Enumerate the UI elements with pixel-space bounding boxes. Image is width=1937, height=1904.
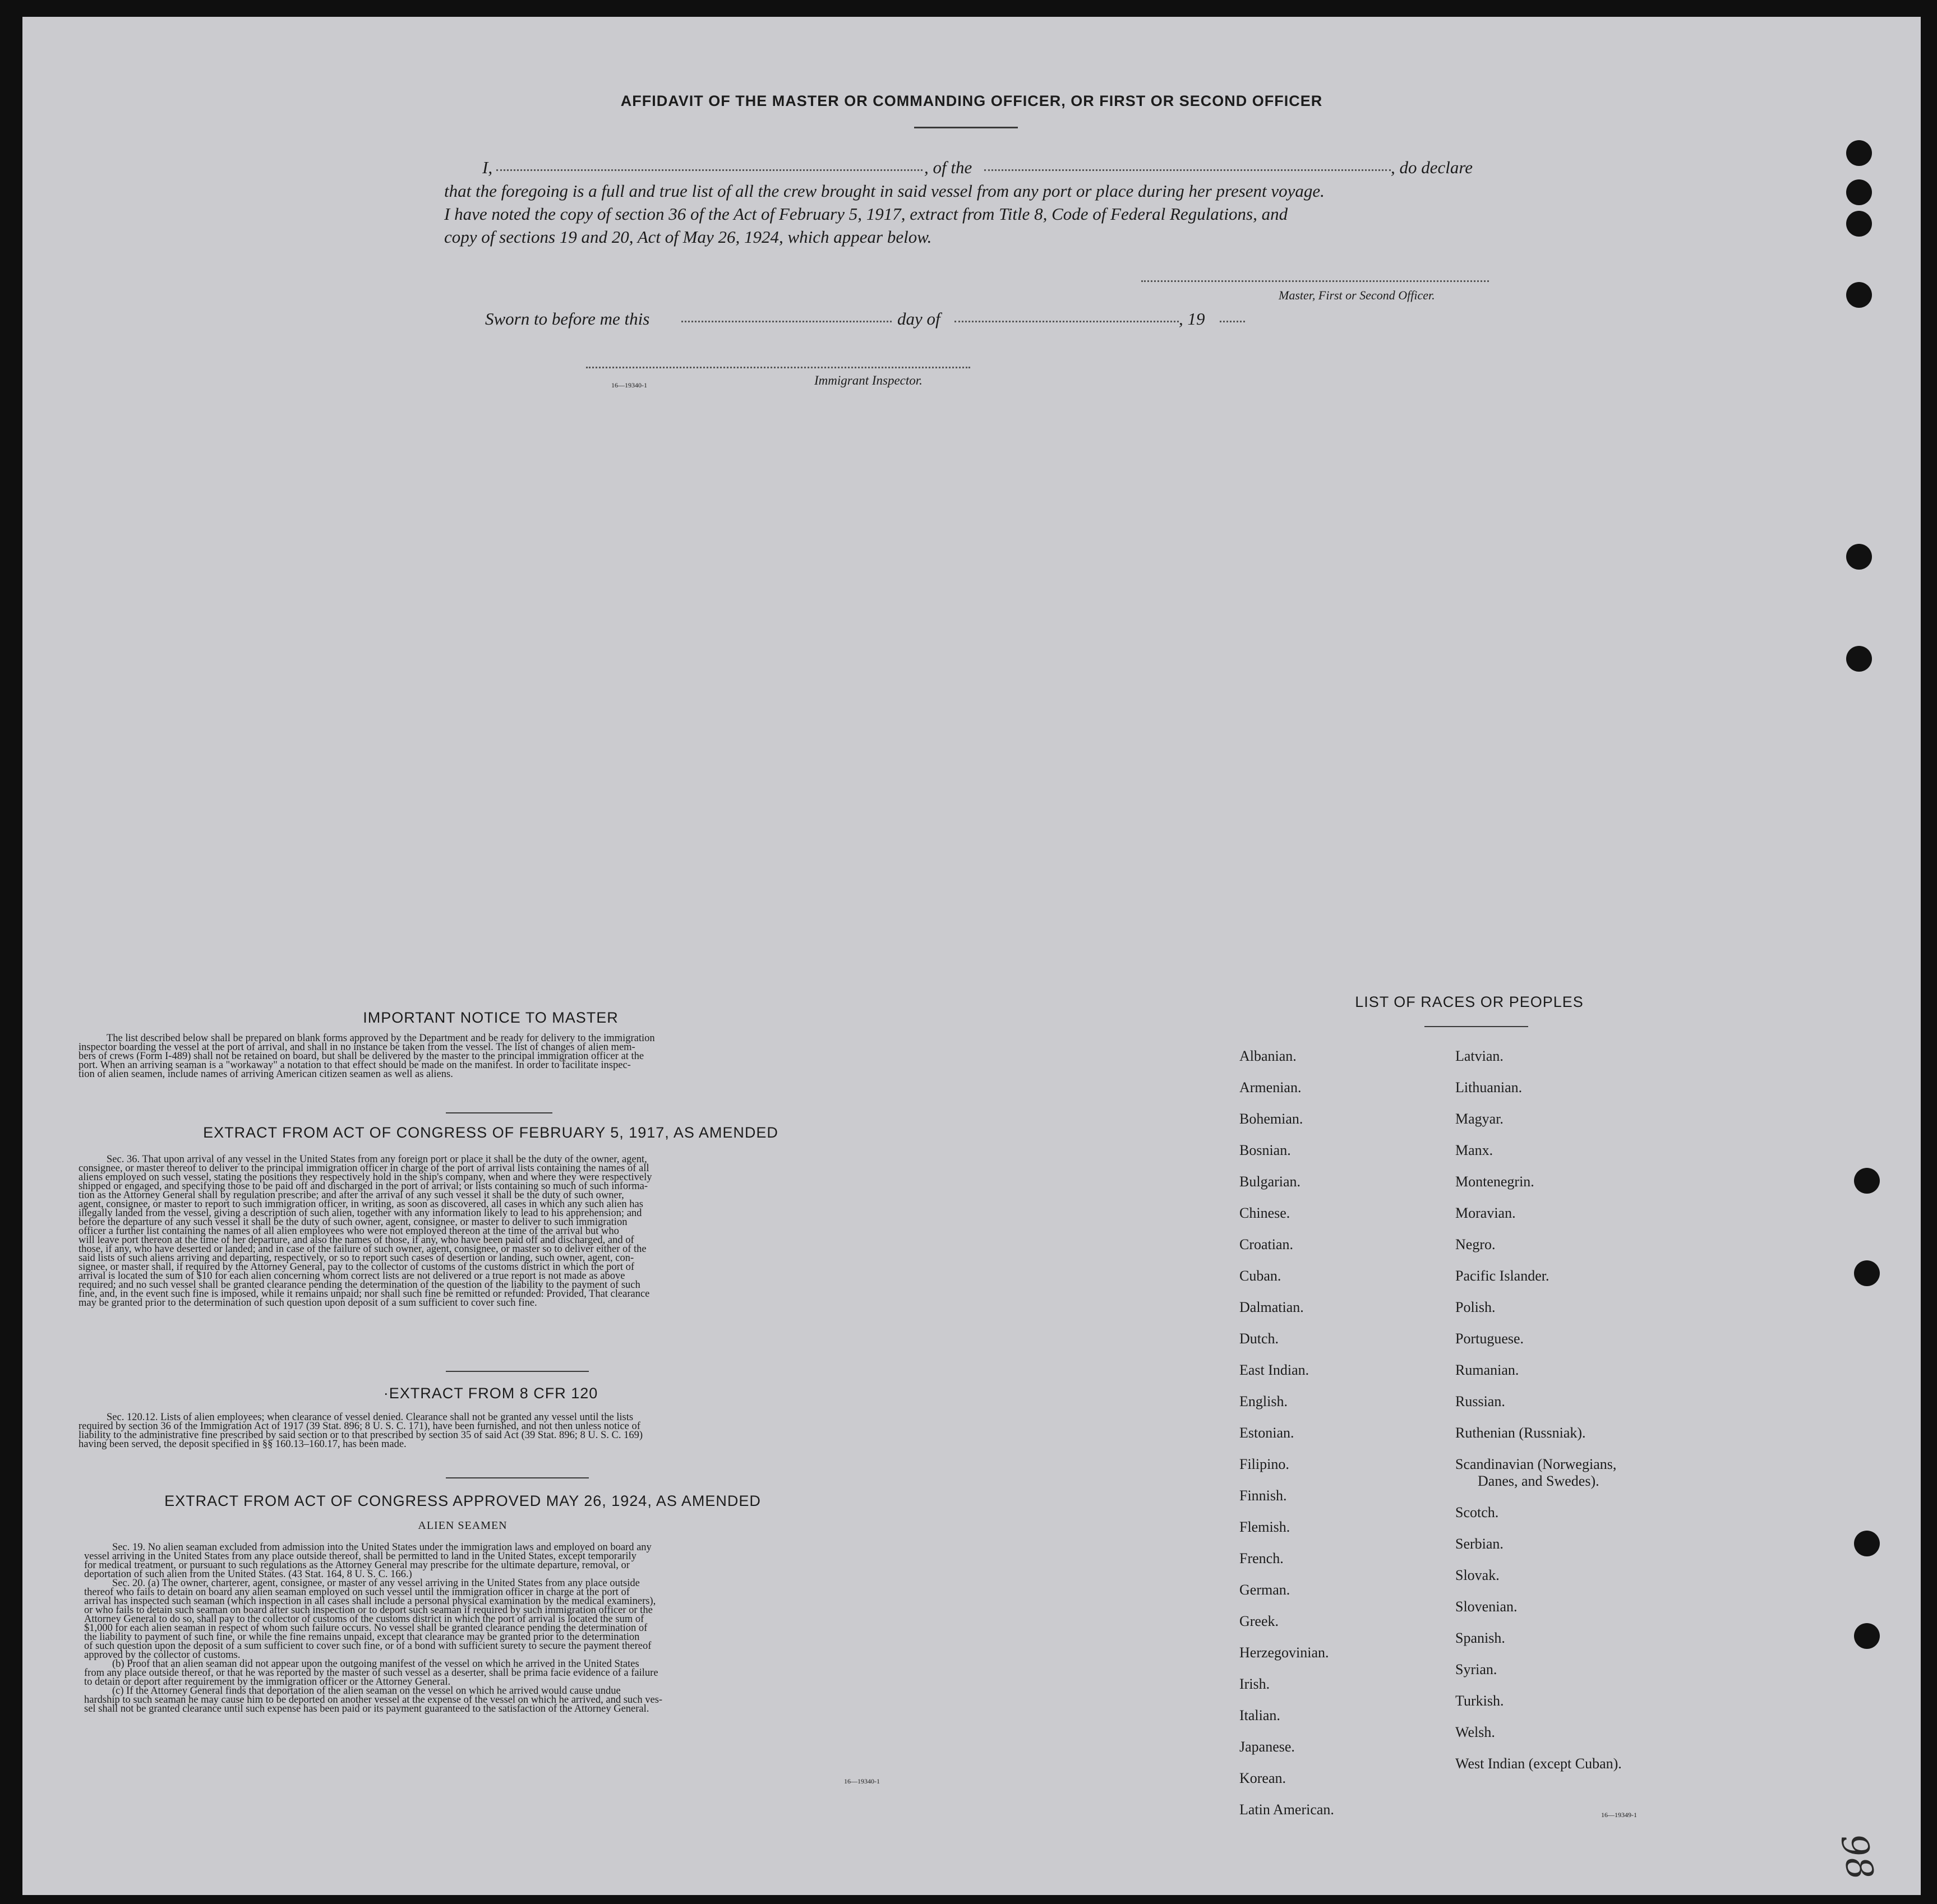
races-title: LIST OF RACES OR PEOPLES — [1355, 993, 1584, 1010]
punch-hole — [1846, 179, 1872, 205]
race-item: Slovenian. — [1455, 1598, 1518, 1615]
section-divider — [446, 1371, 589, 1372]
extract-1924-body — [84, 1543, 908, 1713]
punch-hole — [1854, 1260, 1880, 1286]
race-item: Filipino. — [1239, 1456, 1289, 1472]
notice-line: inspector boarding the vessel at the port of arrival, and shall in no instance be taken from the vessel. The list of changes of alien mem- — [79, 1042, 635, 1053]
extract-1917-line: those, if any, who have deserted or landed; and in case of the failure of such owner, agent, consignee, or master so to deliver either of the — [79, 1244, 647, 1255]
race-item: Lithuanian. — [1455, 1079, 1523, 1096]
notice-title: IMPORTANT NOTICE TO MASTER — [363, 1009, 619, 1026]
race-item: Finnish. — [1239, 1487, 1287, 1504]
extract-1924-subtitle: ALIEN SEAMEN — [418, 1519, 508, 1532]
extract-1924-line: hardship to such seaman he may cause him to be deported on another vessel at the expense of the vessel on which he arrived, and such ves- — [84, 1694, 663, 1706]
race-item: Dutch. — [1239, 1330, 1279, 1347]
punch-hole — [1854, 1531, 1880, 1556]
extract-1917-line: said lists of such aliens arriving and departing, respectively, or so to report such cases of desertion or landing, such owner, agent, con- — [79, 1253, 634, 1264]
extract-1917-line: aliens employed on such vessel, stating the positions they respectively hold in the ship's company, when and where they were respectively — [79, 1172, 652, 1183]
race-item: Irish. — [1239, 1676, 1270, 1692]
race-item: Croatian. — [1239, 1236, 1294, 1253]
extract-1924-line: Attorney General to do so, shall pay to the collector of customs of the customs district in which the port of arrival is located the sum of — [84, 1614, 644, 1625]
form-page — [22, 17, 1921, 1895]
punch-hole — [1854, 1623, 1880, 1649]
race-item: Magyar. — [1455, 1111, 1504, 1127]
extract-1924-line: $1,000 for each alien seaman in respect of whom such failure occurs. No vessel shall be granted clearance pending the determination of — [84, 1623, 648, 1634]
declaration-line-1a: I, — [482, 158, 493, 177]
extract-1917-line: will leave port thereon at the time of her departure, and also the names of those, if any, who have been paid off and discharged, and of — [79, 1235, 634, 1246]
race-item: Welsh. — [1455, 1724, 1495, 1740]
race-item: Flemish. — [1239, 1519, 1290, 1535]
extract-1924-line: (b) Proof that an alien seaman did not appear upon the outgoing manifest of the vessel on which he arrived in the United States — [112, 1658, 639, 1670]
extract-1917-body — [79, 1155, 903, 1307]
sworn-day-field[interactable] — [681, 321, 892, 322]
race-item: Montenegrin. — [1455, 1173, 1534, 1190]
extract-cfr-line: having been served, the deposit specified in §§ 160.13–160.17, has been made. — [79, 1439, 407, 1450]
extract-1917-line: may be granted prior to the determination of such question upon deposit of a sum sufficient to cover such fine. — [79, 1297, 537, 1309]
extract-cfr-line: liability to the administrative fine prescribed by said section or to that prescribed by section 35 of said Act (39 Stat. 896; 8 U. S. C. 169) — [79, 1430, 643, 1441]
race-item: Latvian. — [1455, 1048, 1504, 1064]
race-item: Serbian. — [1455, 1536, 1504, 1552]
declaration-line-4: copy of sections 19 and 20, Act of May 26, 1924, which appear below. — [444, 227, 932, 247]
races-underline — [1424, 1026, 1528, 1027]
vessel-field[interactable] — [984, 169, 1391, 171]
title-underline — [914, 127, 1018, 128]
race-item: Estonian. — [1239, 1425, 1294, 1441]
punch-hole — [1846, 140, 1872, 166]
punch-hole — [1854, 1168, 1880, 1194]
extract-1924-line: for medical treatment, or pursuant to such regulations as the Attorney General may prescribe for the ultimate departure, removal, or — [84, 1560, 630, 1571]
races-left-column — [1239, 1041, 1334, 1826]
extract-1917-line: consignee, or master thereof to deliver to the principal immigration officer in charge of the port of arrival lists containing the names of all — [79, 1163, 649, 1174]
race-item: Turkish. — [1455, 1693, 1504, 1709]
extract-1924-line: from any place outside thereof, or that he was reported by the master of such vessel as a deserter, shall be prima facie evidence of a failure — [84, 1667, 658, 1679]
notice-line: tion of alien seamen, include names of arriving American citizen seamen as well as aliens. — [79, 1069, 453, 1080]
race-item: East Indian. — [1239, 1362, 1309, 1378]
extract-1924-line: Sec. 19. No alien seaman excluded from admission into the United States under the immigration laws and employed on board any — [112, 1542, 652, 1553]
section-divider — [446, 1477, 589, 1478]
race-item: Danes, and Swedes). — [1478, 1473, 1599, 1489]
declaration-line-1c: , do declare — [1391, 158, 1473, 177]
extract-1924-line: arrival has inspected such seaman (which inspection in all cases shall include a personal physical examination by the medical examiners), — [84, 1596, 656, 1607]
races-form-number: 16—19349-1 — [1601, 1811, 1637, 1819]
name-field[interactable] — [496, 169, 923, 171]
sworn-text-c: , 19 — [1179, 309, 1205, 329]
extract-1924-title: EXTRACT FROM ACT OF CONGRESS APPROVED MAY 26, 1924, AS AMENDED — [164, 1492, 761, 1509]
race-item: Chinese. — [1239, 1205, 1290, 1221]
extract-1917-line: illegally landed from the vessel, giving a description of such alien, together with any information likely to lead to his apprehension; and — [79, 1208, 642, 1219]
extract-1917-line: shipped or engaged, and specifying those to be paid off and discharged in the port of arrival; or lists containing so much of such informa- — [79, 1181, 648, 1192]
race-item: Portuguese. — [1455, 1330, 1524, 1347]
race-item: Latin American. — [1239, 1801, 1334, 1818]
extract-1924-line: approved by the collector of customs. — [84, 1649, 241, 1661]
notice-line: port. When an arriving seaman is a "workaway" a notation to that effect should be made on the manifest. In order to facilitate inspec- — [79, 1060, 631, 1071]
extract-1924-line: vessel arriving in the United States from any place outside thereof, shall be permitted to land in the United States, except temporarily — [84, 1551, 637, 1562]
punch-hole — [1846, 282, 1872, 308]
notice-line: bers of crews (Form I-489) shall not be retained on board, but shall be delivered by the master to the principal immigration officer at the — [79, 1051, 644, 1062]
sworn-month-field[interactable] — [954, 321, 1179, 322]
race-item: German. — [1239, 1582, 1290, 1598]
sworn-text-a: Sworn to before me this — [485, 309, 650, 329]
extract-1917-line: agent, consignee, or master to report to such immigration officer, in writing, as soon as discovered, all cases in which any such alien has — [79, 1199, 643, 1210]
races-right-column — [1455, 1041, 1622, 1780]
extract-form-number: 16—19340-1 — [844, 1777, 880, 1785]
race-item: Bohemian. — [1239, 1111, 1303, 1127]
race-item: Ruthenian (Russniak). — [1455, 1425, 1586, 1441]
race-item: Herzegovinian. — [1239, 1644, 1329, 1661]
race-item: Rumanian. — [1455, 1362, 1519, 1378]
race-item: Manx. — [1455, 1142, 1493, 1158]
notice-line: The list described below shall be prepared on blank forms approved by the Department and be ready for delivery to the immigration — [107, 1033, 655, 1044]
extract-cfr-title: ·EXTRACT FROM 8 CFR 120 — [383, 1385, 598, 1402]
sworn-year-field[interactable] — [1220, 321, 1245, 322]
extract-1924-line: of such question upon the deposit of a sum sufficient to cover such fine, or of a bond with sufficient surety to secure the payment thereof — [84, 1640, 652, 1652]
race-item: Pacific Islander. — [1455, 1268, 1549, 1284]
race-item: West Indian (except Cuban). — [1455, 1755, 1622, 1772]
punch-hole — [1846, 646, 1872, 672]
extract-1917-line: required; and no such vessel shall be granted clearance pending the determination of the question of the liability to the payment of such — [79, 1279, 640, 1291]
race-item: French. — [1239, 1550, 1284, 1566]
extract-1924-line: Sec. 20. (a) The owner, charterer, agent, consignee, or master of any vessel arriving in the United States from any place outside — [112, 1578, 640, 1589]
extract-1924-line: the liability to payment of such fine, or while the fine remains unpaid, except that clearance may be granted prior to the determination — [84, 1632, 640, 1643]
extract-1917-line: fine, and, in the event such fine is imposed, while it remains unpaid; nor shall such fine be remitted or refunded: Provided, That clearance — [79, 1288, 650, 1300]
race-item: Greek. — [1239, 1613, 1279, 1629]
sworn-text-b: day of — [897, 309, 940, 329]
declaration-line-1b: , of the — [924, 158, 972, 177]
race-item: Slovak. — [1455, 1567, 1500, 1583]
race-item: Moravian. — [1455, 1205, 1516, 1221]
extract-1924-line: or who fails to detain such seaman on board after such inspection or to deport such seaman if required by such immigration officer or the — [84, 1605, 653, 1616]
extract-1924-line: sel shall not be granted clearance until such expense has been paid or its payment guaranteed to the satisfaction of the Attorney General. — [84, 1703, 649, 1714]
inspector-label: Immigrant Inspector. — [814, 373, 923, 387]
extract-1917-line: arrival is located the sum of $10 for each alien concerning whom correct lists are not delivered or a true report is not made as above — [79, 1270, 625, 1282]
race-item: Scandinavian (Norwegians, — [1455, 1456, 1617, 1472]
race-item: Bulgarian. — [1239, 1173, 1301, 1190]
declaration-line-2: that the foregoing is a full and true list of all the crew brought in said vessel from any port or place during her present voyage. — [444, 181, 1325, 201]
race-item: English. — [1239, 1393, 1288, 1409]
race-item: Dalmatian. — [1239, 1299, 1304, 1315]
race-item: Polish. — [1455, 1299, 1496, 1315]
race-item: Scotch. — [1455, 1504, 1499, 1521]
race-item: Korean. — [1239, 1770, 1286, 1786]
notice-body — [79, 1034, 903, 1079]
extract-1924-line: (c) If the Attorney General finds that deportation of the alien seaman on the vessel on which he arrived would cause undue — [112, 1685, 621, 1697]
affidavit-title: AFFIDAVIT OF THE MASTER OR COMMANDING OFFICER, OR FIRST OR SECOND OFFICER — [620, 93, 1323, 109]
race-item: Syrian. — [1455, 1661, 1497, 1677]
handwritten-page-mark: 98 — [1832, 1831, 1881, 1883]
extract-1917-line: tion as the Attorney General shall by regulation prescribe; and after the arrival of any such vessel it shall be the duty of such owner, — [79, 1190, 624, 1201]
extract-1917-line: signee, or master shall, if required by the Attorney General, pay to the collector of customs of the customs district in which the port of — [79, 1261, 635, 1273]
extract-1924-line: deportation of such alien from the United States. (43 Stat. 164, 8 U. S. C. 166.) — [84, 1569, 412, 1580]
extract-cfr-line: required by section 36 of the Immigration Act of 1917 (39 Stat. 896; 8 U. S. C. 171), have been furnished, and not then unless notice of — [79, 1421, 640, 1432]
extract-1924-line: thereof who fails to detain on board any alien seaman employed on such vessel until the immigration officer in charge at the port of — [84, 1587, 630, 1598]
race-item: Spanish. — [1455, 1630, 1505, 1646]
race-item: Russian. — [1455, 1393, 1505, 1409]
race-item: Bosnian. — [1239, 1142, 1291, 1158]
race-item: Armenian. — [1239, 1079, 1302, 1096]
race-item: Cuban. — [1239, 1268, 1281, 1284]
race-item: Japanese. — [1239, 1739, 1295, 1755]
punch-hole — [1846, 211, 1872, 237]
master-signature-label: Master, First or Second Officer. — [1279, 288, 1435, 302]
extract-1917-line: officer a further list containing the names of all alien employees who were not employed thereon at the time of the arrival but who — [79, 1226, 619, 1237]
section-divider — [446, 1112, 552, 1113]
extract-cfr-body — [79, 1413, 903, 1449]
race-item: Albanian. — [1239, 1048, 1297, 1064]
race-item: Italian. — [1239, 1707, 1280, 1723]
extract-1924-line: to detain or deport after requirement by the immigration officer or the Attorney General. — [84, 1676, 451, 1688]
extract-1917-title: EXTRACT FROM ACT OF CONGRESS OF FEBRUARY 5, 1917, AS AMENDED — [203, 1124, 778, 1141]
extract-cfr-line: Sec. 120.12. Lists of alien employees; when clearance of vessel denied. Clearance shall not be granted any vessel until the lists — [107, 1412, 634, 1423]
race-item: Negro. — [1455, 1236, 1496, 1253]
extract-1917-line: Sec. 36. That upon arrival of any vessel in the United States from any foreign port or place it shall be the duty of the owner, agent, — [107, 1154, 647, 1165]
extract-1917-line: before the departure of any such vessel it shall be the duty of such owner, agent, consignee, or master to deliver to such immigration — [79, 1217, 628, 1228]
punch-hole — [1846, 544, 1872, 570]
affidavit-form-number: 16—19340-1 — [611, 381, 647, 389]
master-signature-line[interactable] — [1141, 280, 1489, 282]
declaration-line-3: I have noted the copy of section 36 of the Act of February 5, 1917, extract from Title 8, Code of Federal Regulations, and — [444, 204, 1288, 224]
inspector-signature-line[interactable] — [586, 367, 970, 368]
